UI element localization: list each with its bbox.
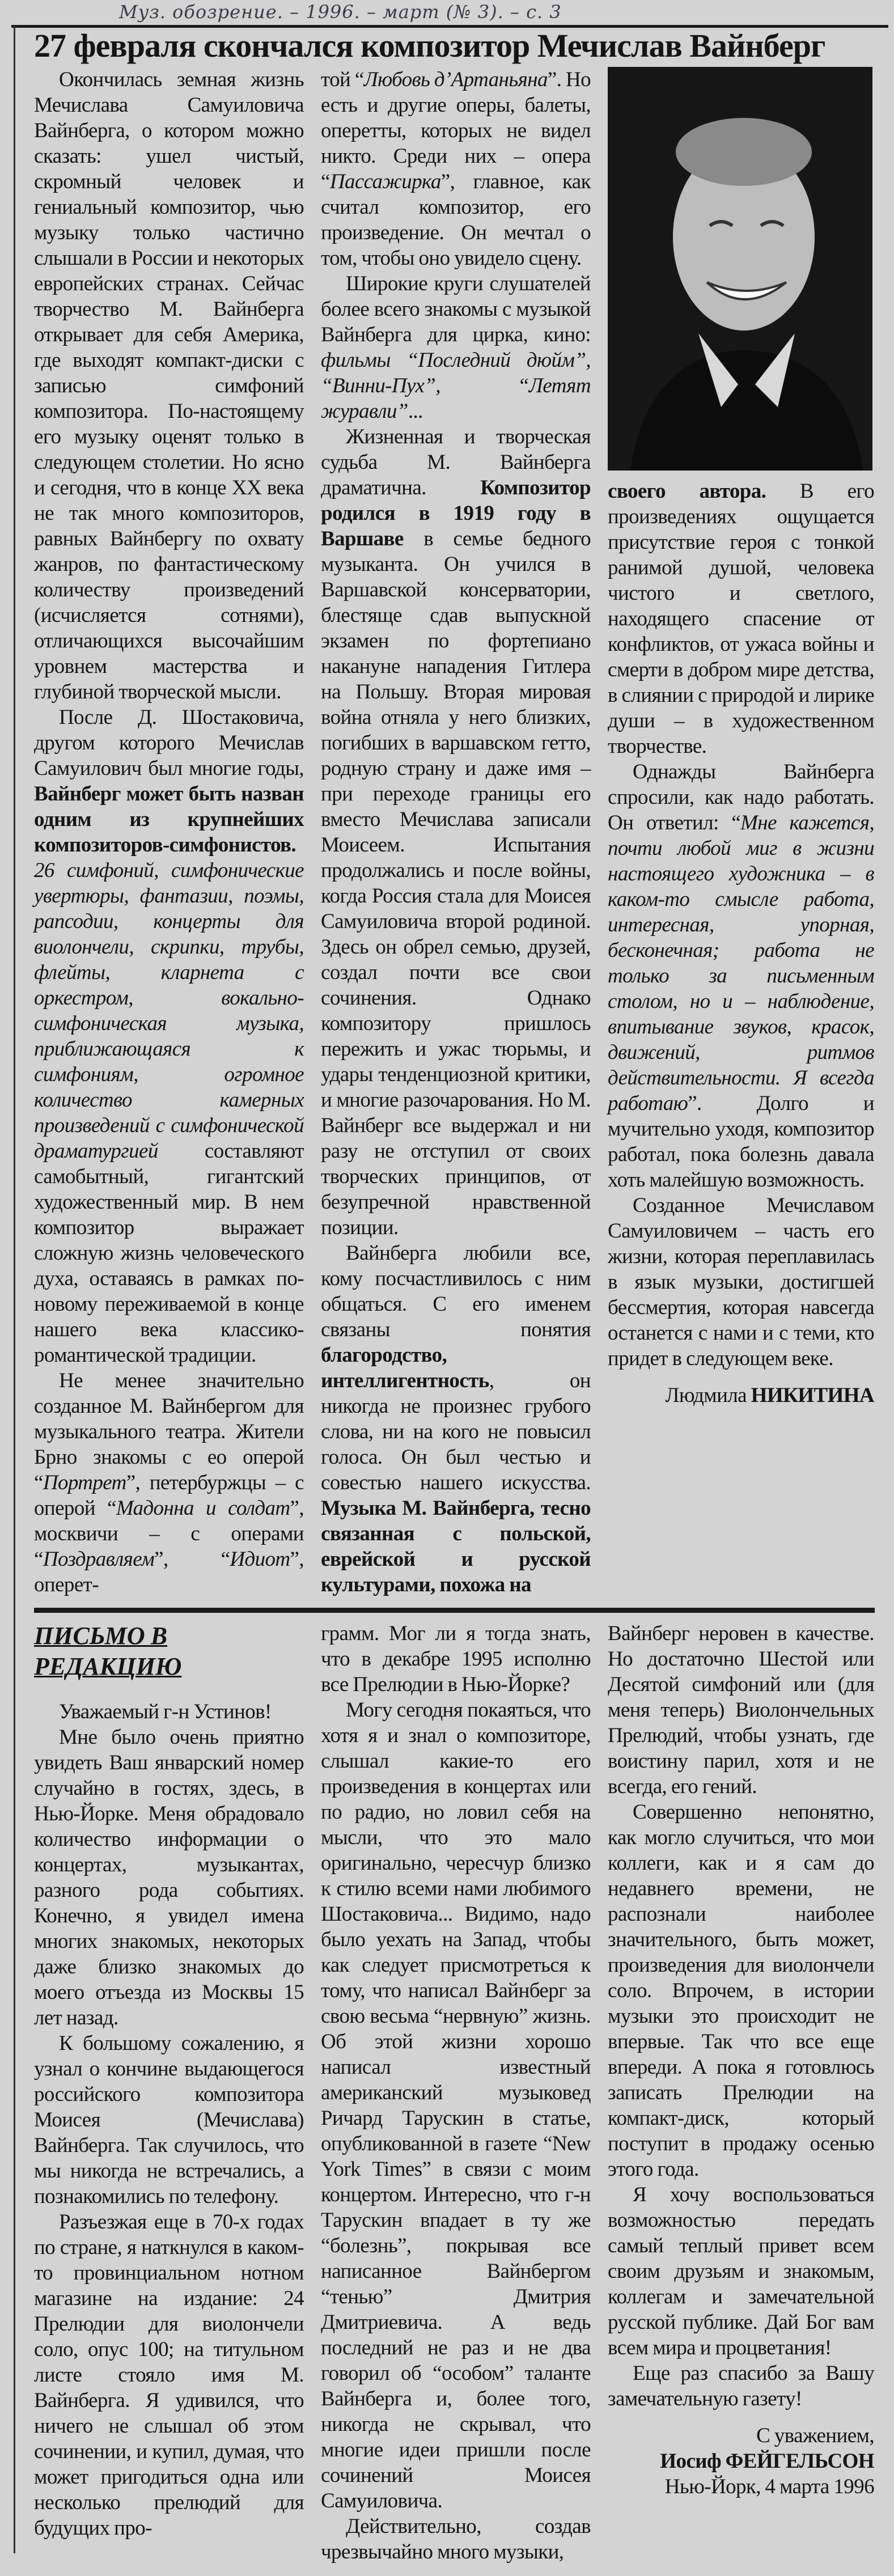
bold-text-run: Композитор родился в 1919 году в Варшаве xyxy=(321,476,591,550)
text-run: Уважаемый г-н Устинов! xyxy=(59,1700,272,1723)
paragraph xyxy=(321,271,591,424)
text-run: В его произведениях ощущается присутствие героя с тонкой ранимой душой, человека чистого и светлого, находящего спасение от конфликтов, от ужаса войны и смерти в добром мире детства, в слиянии с природой и лирике души – в художественном творчестве. xyxy=(608,480,874,758)
text-run: После Д. Шостаковича, другом которого Мечислав Самуилович был многие годы, xyxy=(34,706,304,780)
text-run: ”, главное, как считал композитор, его произведение. Он мечтал о том, чтобы оно увидело сцену. xyxy=(321,170,591,270)
paragraph xyxy=(34,705,304,1368)
article-byline xyxy=(608,1383,874,1408)
italic-text-run: Мне кажется, почти любой миг в жизни настоящего художника – в каком-то смысле работа, интересная, упорная, бесконечная; работа не только за письменным столом, но и – наблюдение, впитывание звуков, красок, движений, ритмов действительности. Я всегда работаю xyxy=(608,811,874,1115)
text-run: ”, “ xyxy=(154,1548,230,1571)
author-first-name: Людмила xyxy=(665,1384,747,1407)
paragraph xyxy=(321,1240,591,1598)
letter-column-1-text xyxy=(34,1699,304,2541)
bold-text-run: своего автора. xyxy=(608,480,766,503)
italic-text-run: Идиот xyxy=(230,1548,290,1571)
paragraph xyxy=(34,2031,304,2209)
italic-text-run: 26 симфоний, симфонические увертюры, фантазии, поэмы, рапсодии, концерты для виолончели, скрипки, трубы, флейты, кларнета с оркестром, вокально-симфоническая музыка, приближающаяся к симфониям, огромное количество камерных произведений с симфонической драматургией xyxy=(34,859,304,1163)
text-run: Однажды Вайнберга спросили, как надо работать. Он ответил: “ xyxy=(608,760,874,834)
text-run: составляют самобытный, гигантский художественный мир. В нем композитор выражает сложную жизнь человеческого духа, оставаясь в рамках по-новому переживаемой в конце нашего века классико-романтической традиции. xyxy=(34,1139,304,1367)
paragraph xyxy=(34,1699,304,1725)
italic-text-run: фильмы “Последний дюйм”, “Винни-Пух”, “Летят журавли” xyxy=(321,349,591,423)
article-body xyxy=(34,67,875,1598)
text-run: ”. Но есть и другие оперы, балеты, оперетты, которых не видел никто. Среди них – опера “ xyxy=(321,68,591,193)
paragraph xyxy=(608,1621,874,1799)
text-run: Вайнберга любили все, кому посчастливилось с ним общаться. С его именем связаны понятия xyxy=(321,1242,591,1341)
text-run: Я хочу воспользоваться возможностью передать самый теплый привет всем своим друзьям и знакомым, коллегам и замечательной русской публике. Дай Бог вам всем мира и процветания! xyxy=(608,2183,874,2359)
text-run: Окончилась земная жизнь Мечислава Самуиловича Вайнберга, о котором можно сказать: ушел чистый, скромный человек и гениальный композитор, чью музыку только частично слышали в России и некоторых европейских странах. Сейчас творчество М. Вайнберга открывает для себя Америка, где выходят компакт-диски с записью симфоний композитора. По-настоящему его музыку оценят только в следующем столетии. Но ясно и сегодня, что в конце XX века не так много композиторов, равных Вайнбергу по охвату жанров, по фантастическому количеству произведений (исчисляется сотнями), отличающихся высочайшим уровнем мастерства и глубиной творческой мысли. xyxy=(34,68,304,704)
letter-closing: С уважением, xyxy=(756,2424,874,2447)
letter-column-3-text xyxy=(608,1621,874,2412)
letter-heading: ПИСЬМО В РЕДАКЦИЮ xyxy=(34,1622,182,1680)
bold-text-run: Музыка М. Вайнберга, тесно связанная с польской, еврейской и русской культурами, похожа на xyxy=(321,1497,591,1596)
article-column-3-text xyxy=(608,478,874,1371)
text-run: К большому сожалению, я узнал о кончине выдающегося российского композитора Моисея (Мечислава) Вайнберга. Так случилось, что мы никогда не встречались, а познакомились по телефону. xyxy=(34,2032,304,2208)
text-run: ”, петербуржцы – с оперой “ xyxy=(34,1471,304,1520)
italic-text-run: Портрет xyxy=(43,1471,126,1494)
author-last-name: НИКИТИНА xyxy=(751,1384,874,1407)
text-run: той “ xyxy=(321,68,364,91)
paragraph xyxy=(608,478,874,759)
article-title: 27 февраля скончался композитор Мечислав Вайнберг xyxy=(34,27,825,64)
text-run: Созданное Мечиславом Самуиловичем – часть его жизни, которая переплавилась в язык музыки, достигшей бессмертия, которая навсегда останется с нами и с теми, кто придет в следующем веке. xyxy=(608,1194,874,1370)
text-run: , он никогда не произнес грубого слова, ни на кого не повысил голоса. Он был честью и совестью нашего искусства. xyxy=(321,1369,591,1494)
bold-text-run: благородство, интеллигентность xyxy=(321,1344,489,1392)
letter-signature xyxy=(608,2423,874,2499)
bold-text-run: Вайнберг может быть назван одним из крупнейших композиторов-симфонистов. xyxy=(34,782,304,857)
italic-text-run: Пассажирка xyxy=(329,170,441,193)
text-run: ... xyxy=(408,400,423,423)
paragraph xyxy=(34,1368,304,1598)
text-run: Не менее значительно созданное М. Вайнбергом для музыкального театра. Жители Брно знакомы с ео оперой “ xyxy=(34,1369,304,1494)
text-run: ”. Долго и мучительно уходя, композитор работал, пока болезнь давала хоть малейшую возможность. xyxy=(608,1092,874,1192)
italic-text-run: Мадонна и солдат xyxy=(116,1497,290,1520)
paragraph xyxy=(321,1697,591,2514)
paragraph xyxy=(34,1725,304,2031)
text-run: Разъезжая еще в 70-х годах по стране, я наткнулся в каком-то провинциальном нотном магазине на издание: 24 Прелюдии для виолончели соло, опус 100; на титульном листе стояло имя М. Вайнберга. Я удивился, что ничего не слышал об этом сочинении, и купил, думая, что может пригодиться одна или несколько прелюдий для будущих про- xyxy=(34,2210,304,2540)
text-run: Действительно, создав чрезвычайно много музыки, xyxy=(321,2515,591,2564)
section-separator xyxy=(34,1608,875,1613)
paragraph xyxy=(608,1193,874,1371)
text-run: в семье бедного музыканта. Он учился в Варшавской консерватории, блестяще сдав выпускной экзамен по фортепиано накануне нападения Гитлера на Польшу. Вторая мировая война отняла у него близких, погибших в варшавском гетто, родную страну и даже имя – при переходе границы его вместо Мечислава записали Моисеем. Испытания продолжались и после войны, когда Россия стала для Моисея Самуиловича второй родиной. Здесь он обрел семью, друзей, создал почти все свои сочинения. Однако композитору пришлось пережить и ужас тюрьмы, и удары тенденциозной критики, и многие разочарования. Но М. Вайнберг все выдержал и ни разу не отступил от своих творческих принципов, от безупречной нравственной позиции. xyxy=(321,527,591,1239)
text-run: Вайнберг неровен в качестве. Но достаточно Шестой или Десятой симфоний или (для меня теперь) Виолончельных Прелюдий, чтобы узнать, где воистину парил, хотя и не всегда, его гений. xyxy=(608,1622,874,1798)
paragraph xyxy=(321,424,591,1240)
paragraph xyxy=(608,1799,874,2182)
text-run: ”, оперет- xyxy=(34,1548,304,1596)
paragraph xyxy=(608,2361,874,2412)
letter-column-2 xyxy=(321,1621,591,2565)
article-column-3 xyxy=(608,67,874,1408)
letter-signer: Иосиф ФЕЙГЕЛЬСОН xyxy=(660,2450,874,2473)
paragraph xyxy=(608,2182,874,2361)
paragraph xyxy=(34,67,304,705)
paragraph xyxy=(321,2514,591,2565)
letter-body xyxy=(34,1621,875,2565)
text-run: Жизненная и творческая судьба М. Вайнберга драматична. xyxy=(321,425,591,499)
paragraph xyxy=(321,67,591,271)
paragraph xyxy=(34,2209,304,2541)
paragraph xyxy=(608,759,874,1193)
portrait-image xyxy=(608,67,872,471)
text-run: Еще раз спасибо за Вашу замечательную газету! xyxy=(608,2362,874,2410)
text-run: Совершенно непонятно, как могло случиться, что мои коллеги, как и я сам до недавнего времени, не распознали наиболее значительного, быть может, произведения для виолончели соло. Впрочем, в истории музыки это происходит не впервые. Так что все еще впереди. А пока я готовлюсь записать Прелюдии на компакт-диск, который поступит в продажу осенью этого года. xyxy=(608,1800,874,2181)
text-run: грамм. Мог ли я тогда знать, что в декабре 1995 исполню все Прелюдии в Нью-Йорке? xyxy=(321,1622,591,1696)
letter-column-1 xyxy=(34,1621,304,2541)
composer-photo xyxy=(608,67,872,471)
text-run: Широкие круги слушателей более всего знакомы с музыкой Вайнберга для цирка, кино: xyxy=(321,272,591,346)
paragraph xyxy=(321,1621,591,1697)
text-run: Могу сегодня покаяться, что хотя я и знал о композиторе, слышал какие-то его произведения в концертах или по радио, но ловил себя на мысли, что это мало оригинально, чересчур близко к стилю всеми нами любимого Шостаковича... Видимо, надо было уехать на Запад, чтобы как следует присмотреться к тому, что написал Вайнберг за свою весьма “нервную” жизнь. Об этой жизни хорошо написал известный американский музыковед Ричард Тарускин в статье, опубликованной в газете “New York Times” в связи с моим концертом. Интересно, что г-н Тарускин впадает в ту же “болезнь”, покрывая все написанное Вайнбергом “тенью” Дмитрия Дмитриевича. А ведь последний не раз и не два говорил об “особом” таланте Вайнберга и, более того, никогда не скрывал, что многие идеи пришли после сочинений Моисея Самуиловича. xyxy=(321,1698,591,2513)
letter-column-3 xyxy=(608,1621,874,2499)
text-run: ”, москвичи – с операми “ xyxy=(34,1497,304,1571)
italic-text-run: Поздравляем xyxy=(43,1548,155,1571)
letter-place-date: Нью-Йорк, 4 марта 1996 xyxy=(664,2475,874,2498)
italic-text-run: Любовь д’Артаньяна xyxy=(363,68,548,91)
handwritten-source-note: Муз. обозрение. – 1996. – март (№ 3). – с. 3 xyxy=(119,1,562,23)
text-run: Мне было очень приятно увидеть Ваш январский номер случайно в гостях, здесь, в Нью-Йорке. Меня обрадовало количество информации о концертах, музыкантах, разного рода событиях. Конечно, я увидел имена многих знакомых, некоторых даже близко знакомых до моего отъезда из Москвы 15 лет назад. xyxy=(34,1726,304,2030)
article-column-2 xyxy=(321,67,591,1598)
article-column-1 xyxy=(34,67,304,1598)
